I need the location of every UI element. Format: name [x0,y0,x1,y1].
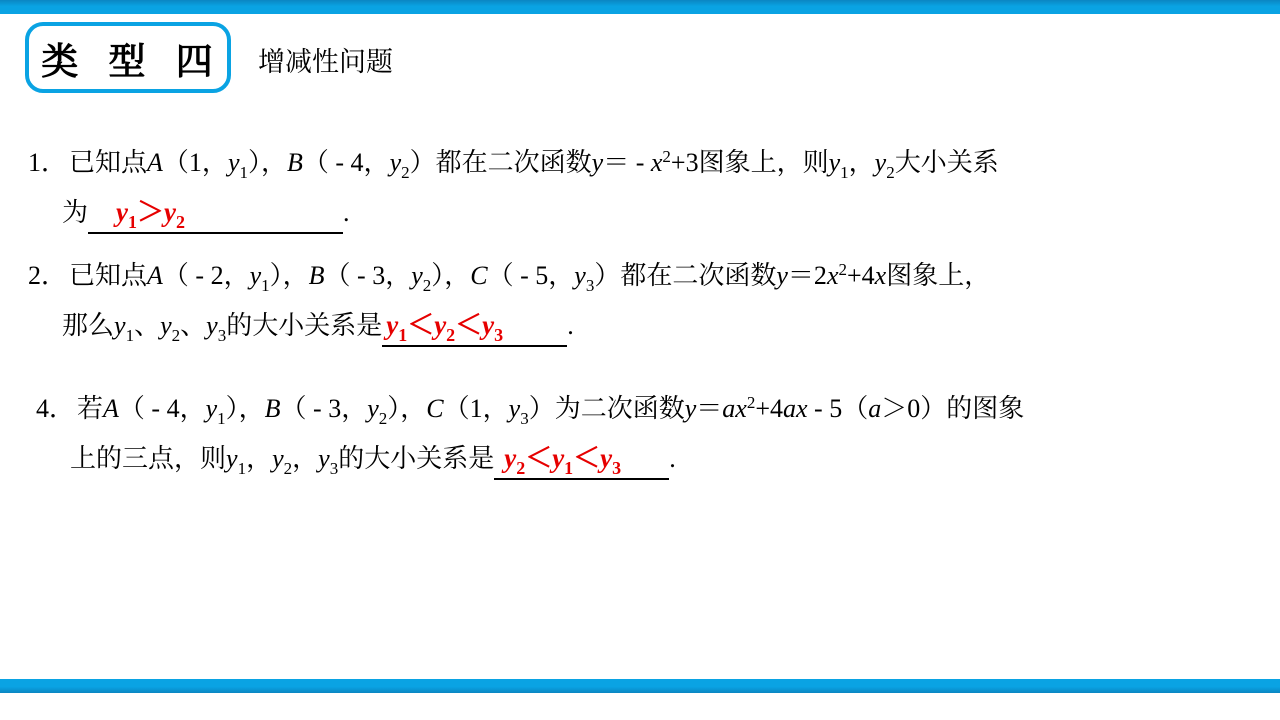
answer-text: y [600,443,613,473]
text-segment: y [272,444,284,473]
text-segment: +3 [670,148,699,177]
answer-text: 2 [446,325,456,345]
type-badge-label: 类 型 四 [41,40,215,82]
answer-text: ＜ [573,443,601,473]
problem-line [36,439,1268,489]
text-segment: ＞0）的图象 [881,394,1025,423]
text-segment: y [389,148,402,177]
problem-line [28,137,1260,193]
problem-4 [36,383,1268,489]
answer-blank [494,440,669,480]
answer-text: 3 [612,458,622,478]
text-segment: x [826,261,839,290]
problem-line [28,193,1260,234]
text-segment: ）， [225,394,265,423]
text-segment: A [147,148,163,177]
text-segment: y [226,444,238,473]
text-segment: ） [594,261,621,290]
text-segment: 为二次函数 [554,394,685,423]
text-segment: ）， [431,261,471,290]
text-segment: ＝ - [603,148,651,177]
text-segment: （ - 4， [302,148,390,177]
answer-text: y [504,443,517,473]
text-segment: y [776,261,788,290]
text-segment: 那么 [62,311,115,340]
text-segment: （ - 5， [487,261,575,290]
text-segment: y [874,148,887,177]
problem-number: 4． [36,394,76,423]
text-segment: a [868,394,882,423]
problem-number: 1． [28,148,68,177]
text-segment: . [567,311,574,340]
text-segment: 3 [217,326,227,345]
text-segment: 3 [585,276,595,295]
answer-text: ＞ [137,197,164,227]
text-segment: y [114,311,126,340]
answer-text: y [164,197,176,227]
text-segment: 都在二次函数 [435,148,592,177]
text-segment: （ - 2， [162,261,250,290]
text-segment: ＝2 [787,261,827,290]
text-segment: y [160,311,172,340]
problem-2 [28,250,1260,356]
text-segment: y [205,394,218,423]
text-segment: y [227,148,240,177]
answer-text: ＜ [407,310,435,340]
answer-text: 1 [564,458,574,478]
section-title: 增减性问题 [258,47,393,77]
text-segment: 2 [378,409,388,428]
text-segment: ） [528,394,555,423]
text-segment: . [343,198,350,227]
text-segment: 、 [180,311,207,340]
text-segment: ， [848,148,875,177]
text-segment: y [318,444,330,473]
text-segment: 1 [261,276,270,295]
text-segment: 都在二次函数 [620,261,777,290]
answer-text: ＜ [525,443,553,473]
answer-blank [382,307,567,347]
text-segment: . [669,444,676,473]
text-segment: 已知点 [69,148,148,177]
text-segment: y [508,394,521,423]
text-segment: （ - 3， [280,394,368,423]
text-segment: 2 [171,326,181,345]
text-segment: （1， [162,148,228,177]
answer-text: 2 [516,458,526,478]
problem-line [28,306,1260,356]
text-segment: x [735,394,747,423]
text-segment: y [367,394,379,423]
text-segment: ） [409,148,436,177]
text-segment: y [411,261,423,290]
bottom-accent-bar [0,679,1280,693]
text-segment: ）， [269,261,309,290]
text-segment: 2 [401,163,410,182]
text-segment: 2 [838,260,847,279]
text-segment: x [796,394,808,423]
text-segment: （ - 4， [118,394,206,423]
text-segment: +4 [846,261,875,290]
text-segment: - 5（ [807,394,869,423]
text-segment: ）， [387,394,427,423]
answer-text: 3 [494,325,504,345]
answer-text: ＜ [455,310,483,340]
text-segment: 图象上， [886,261,991,290]
problem-line [36,383,1268,439]
text-segment: y [684,394,697,423]
problem-1 [28,137,1260,234]
text-segment: y [206,311,218,340]
text-segment: 若 [77,394,104,423]
text-segment: 1 [217,409,226,428]
text-segment: A [103,394,119,423]
text-segment: x [874,261,887,290]
text-segment: 1 [840,163,849,182]
text-segment: 1 [239,163,248,182]
text-segment: （1， [443,394,509,423]
answer-text: 1 [128,212,137,232]
text-segment: y [249,261,262,290]
text-segment: C [470,261,488,290]
text-segment: a [783,394,796,423]
text-segment: C [426,394,444,423]
text-segment: 上的三点，则 [70,444,227,473]
text-segment: B [308,261,325,290]
answer-text: y [116,197,128,227]
problem-number: 2． [28,261,68,290]
text-segment: 2 [283,459,293,478]
text-segment: 的大小关系是 [226,311,383,340]
text-segment: y [828,148,841,177]
text-segment: 图象上，则 [698,148,829,177]
answer-text: y [386,310,399,340]
text-segment: 2 [422,276,432,295]
text-segment: 2 [886,163,895,182]
text-segment: 1 [125,326,135,345]
text-segment: x [650,148,663,177]
text-segment: 1 [237,459,247,478]
text-segment: 2 [662,147,671,166]
text-segment: 的大小关系是 [338,444,495,473]
text-segment: B [287,148,303,177]
text-segment: 已知点 [69,261,148,290]
answer-text: y [434,310,447,340]
text-segment: B [264,394,281,423]
text-segment: 3 [329,459,339,478]
text-segment: 、 [134,311,161,340]
answer-text: 1 [398,325,408,345]
text-segment: ， [246,444,273,473]
text-segment: 大小关系 [894,148,999,177]
answer-text: y [552,443,565,473]
answer-text: 2 [175,212,185,232]
text-segment: ＝ [696,394,723,423]
text-segment: 为 [62,198,89,227]
answer-blank [88,194,343,234]
text-segment: y [591,148,604,177]
text-segment: （ - 3， [324,261,412,290]
text-segment: ， [292,444,319,473]
text-segment: y [574,261,586,290]
text-segment: +4 [755,394,783,423]
problem-line [28,250,1260,306]
text-segment: A [147,261,163,290]
answer-text: y [482,310,495,340]
text-segment: 2 [746,393,756,412]
text-segment: ）， [247,148,287,177]
text-segment: a [722,394,736,423]
text-segment: 3 [520,409,529,428]
